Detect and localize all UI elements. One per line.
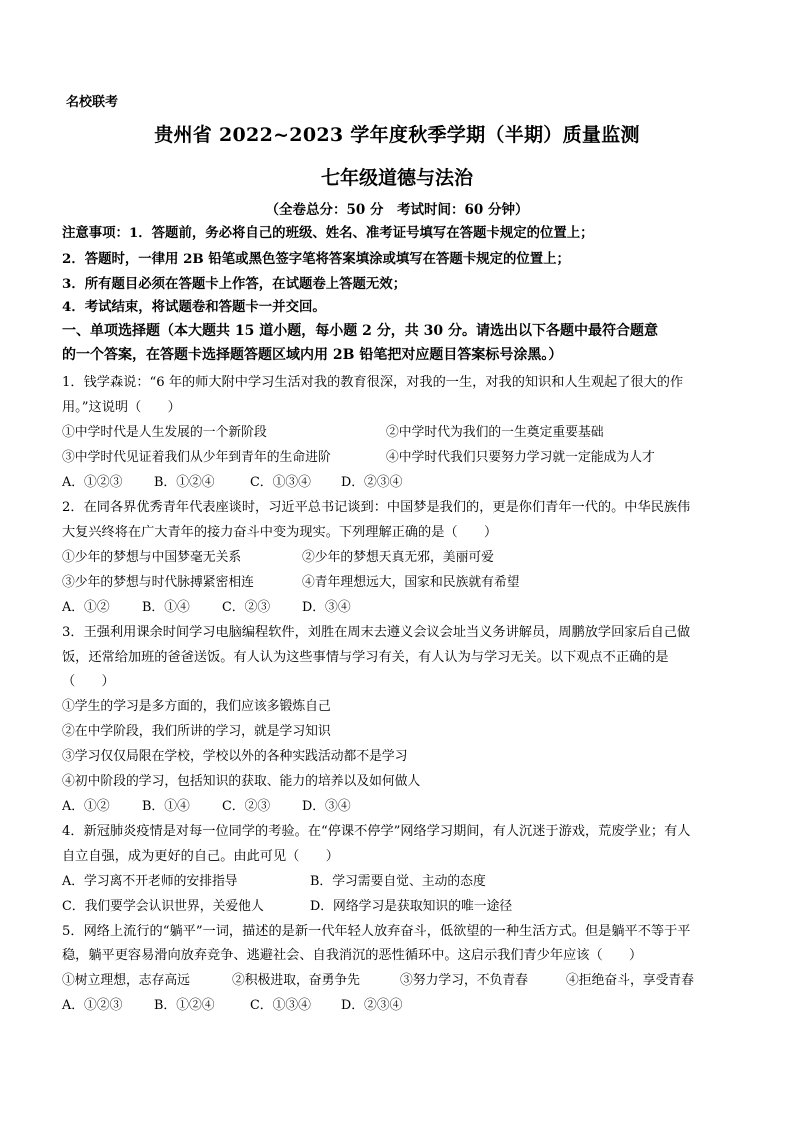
q3-statement-3: ③学习仅仅局限在学校，学校以外的各种实践活动都不是学习: [62, 749, 408, 764]
q3-choice-c: C．②③: [222, 799, 271, 814]
subject-title: 七年级道德与法治: [320, 167, 473, 189]
q1-statement-4: ④中学时代我们只要努力学习就一定能成为人才: [386, 450, 655, 465]
q3-choice-d: D．③④: [302, 799, 351, 814]
q3-choice-a: A．①②: [62, 799, 110, 814]
q5-stem-2: 稳，躺平更容易滑向放弃竞争、逃避社会、自我消沉的恶性循环中。这启示我们青少年应该（ ）: [62, 948, 643, 963]
q4-choice-a: A．学习离不开老师的安排指导: [62, 874, 238, 889]
q1-statement-3: ③中学时代见证着我们从少年到青年的生命进阶: [62, 450, 331, 465]
q1-choice-c: C．①③④: [250, 475, 311, 490]
q1-choice-b: B．①②④: [154, 475, 215, 490]
note-3: 3．所有题目必须在答题卡上作答，在试题卷上答题无效；: [62, 276, 407, 292]
q5-choice-d: D．②③④: [341, 998, 403, 1013]
q3-statement-4: ④初中阶段的学习，包括知识的获取、能力的培养以及如何做人: [62, 774, 421, 789]
q2-statement-1: ①少年的梦想与中国梦毫无关系: [62, 550, 242, 565]
q5-choice-a: A．①②③: [62, 998, 123, 1013]
q5-statement-3: ③努力学习，不负青春: [400, 973, 528, 988]
q1-choice-a: A．①②③: [62, 475, 123, 490]
q4-stem-2: 自立自强，成为更好的自己。由此可见（ ）: [62, 849, 339, 864]
q5-statement-4: ④拒绝奋斗，享受青春: [566, 973, 694, 988]
q3-choice-b: B．①④: [142, 799, 190, 814]
q5-choice-c: C．①③④: [250, 998, 311, 1013]
q2-statement-3: ③少年的梦想与时代脉搏紧密相连: [62, 575, 254, 590]
q5-statement-1: ①树立理想，志存高远: [62, 973, 190, 988]
q4-choice-c: C．我们要学会认识世界，关爱他人: [62, 899, 264, 914]
q3-statement-2: ②在中学阶段，我们所讲的学习，就是学习知识: [62, 724, 331, 739]
q5-choice-b: B．①②④: [154, 998, 215, 1013]
q2-statement-2: ②少年的梦想天真无邪，美丽可爱: [302, 550, 494, 565]
q2-stem-2: 大复兴终将在广大青年的接力奋斗中变为现实。下列理解正确的是（ ）: [62, 525, 498, 540]
q5-statement-2: ②积极进取，奋勇争先: [232, 973, 360, 988]
q4-choice-b: B．学习需要自觉、主动的态度: [310, 874, 486, 889]
q2-choice-b: B．①④: [142, 600, 190, 615]
q5-stem-1: 5．网络上流行的“躺平”一词，描述的是新一代年轻人放弃奋斗，低欲望的一种生活方式。但是躺平不等于平: [62, 924, 691, 939]
q1-statement-1: ①中学时代是人生发展的一个新阶段: [62, 425, 267, 440]
q3-stem-1: 3．王强利用课余时间学习电脑编程软件，刘胜在周末去遵义会议会址当义务讲解员，周鹏放学回家后自己做: [62, 625, 691, 640]
note-1: 注意事项：1．答题前，务必将自己的班级、姓名、准考证号填写在答题卡规定的位置上；: [62, 225, 594, 241]
q4-choice-d: D．网络学习是获取知识的唯一途径: [310, 899, 513, 914]
school-tag: 名校联考: [66, 95, 119, 110]
exam-info: （全卷总分：50 分 考试时间：60 分钟）: [265, 202, 529, 218]
q2-choice-d: D．③④: [302, 600, 351, 615]
note-4: 4．考试结束，将试题卷和答题卡一并交回。: [62, 299, 326, 315]
section-heading-line-2: 的一个答案，在答题卡选择题答题区域内用 2B 铅笔把对应题目答案标号涂黑。）: [62, 347, 563, 363]
q2-choice-c: C．②③: [222, 600, 271, 615]
q1-choice-d: D．②③④: [341, 475, 403, 490]
exam-title: 贵州省 2022~2023 学年度秋季学期（半期）质量监测: [154, 124, 640, 146]
section-heading-line-1: 一、单项选择题（本大题共 15 道小题，每小题 2 分，共 30 分。请选出以下各题中最符合题意: [62, 323, 658, 339]
q2-stem-1: 2．在同各界优秀青年代表座谈时，习近平总书记谈到：中国梦是我们的，更是你们青年一代的。中华民族伟: [62, 500, 691, 515]
q1-stem-1: 1．钱学森说：“6 年的师大附中学习生活对我的教育很深，对我的一生，对我的知识和人生观起了很大的作: [62, 375, 684, 390]
q1-stem-2: 用。”这说明（ ）: [62, 400, 181, 415]
q1-statement-2: ②中学时代为我们的一生奠定重要基础: [386, 425, 604, 440]
note-2: 2．答题时，一律用 2B 铅笔或黑色签字笔将答案填涂或填写在答题卡规定的位置上；: [62, 251, 570, 267]
q2-statement-4: ④青年理想远大，国家和民族就有希望: [302, 575, 520, 590]
q4-stem-1: 4．新冠肺炎疫情是对每一位同学的考验。在“停课不停学”网络学习期间，有人沉迷于游戏，荒废学业；有人: [62, 824, 691, 839]
q2-choice-a: A．①②: [62, 600, 110, 615]
q3-statement-1: ①学生的学习是多方面的，我们应该多锻炼自己: [62, 699, 331, 714]
q3-stem-3: （ ）: [62, 674, 115, 689]
q3-stem-2: 饭，还常给加班的爸爸送饭。有人认为这些事情与学习有关，有人认为与学习无关。以下观点不正确的是: [62, 650, 669, 665]
